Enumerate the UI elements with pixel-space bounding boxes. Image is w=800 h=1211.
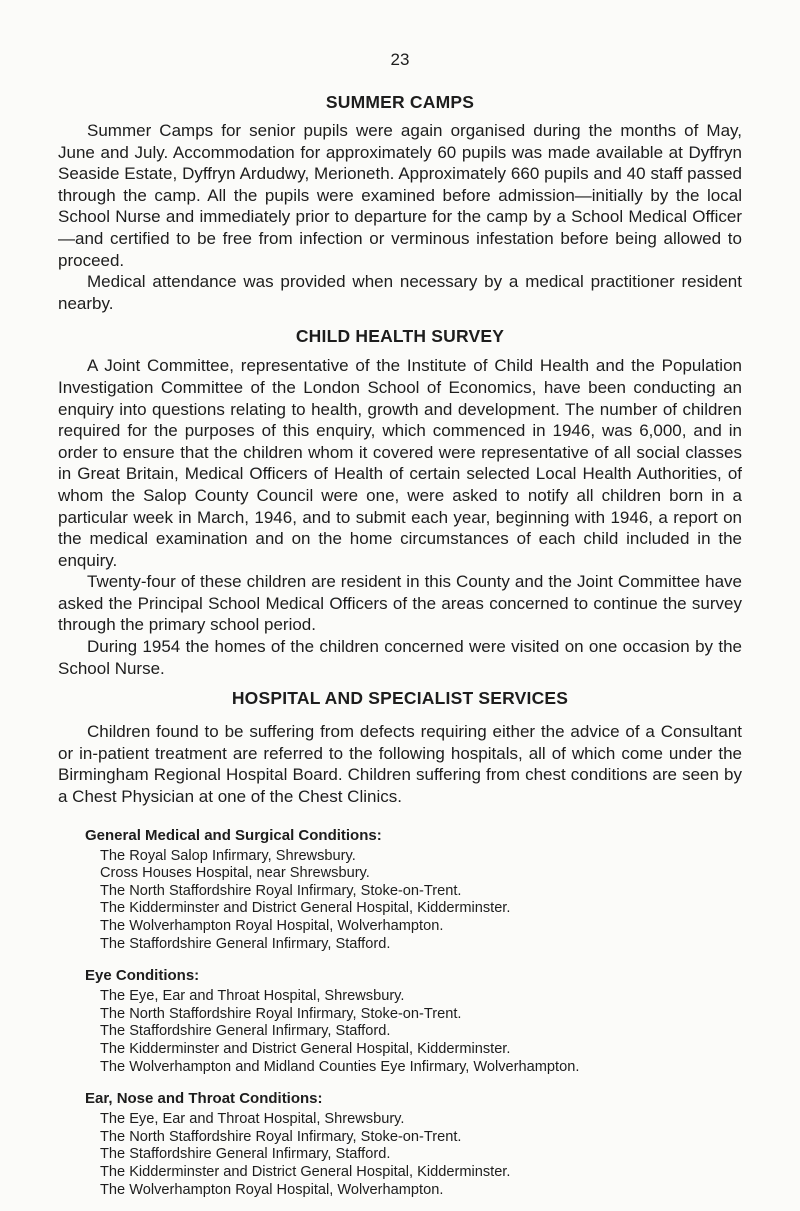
- hospital-lists: [58, 825, 742, 1200]
- section-title: Eye Conditions:: [85, 967, 200, 985]
- child-health-survey-paragraph: During 1954 the homes of the children concerned were visited on one occasion by the School Nurse.: [58, 637, 742, 678]
- hospital-services-heading: HOSPITAL AND SPECIALIST SERVICES: [231, 688, 569, 709]
- hospital-list: [85, 988, 742, 1076]
- hospital-list: [85, 848, 742, 954]
- hospital-list-item: The Wolverhampton Royal Hospital, Wolverhampton.: [100, 918, 444, 934]
- hospital-list-item: The Eye, Ear and Throat Hospital, Shrewsbury.: [100, 988, 405, 1005]
- summer-camps-paragraph: Medical attendance was provided when necessary by a medical practitioner resident nearby.: [58, 272, 742, 313]
- hospital-list-item: The Staffordshire General Infirmary, Stafford.: [100, 1146, 391, 1163]
- hospital-list-item: The Eye, Ear and Throat Hospital, Shrewsbury.: [100, 1111, 405, 1128]
- hospital-list-item: The Kidderminster and District General Hospital, Kidderminster.: [100, 1163, 511, 1180]
- hospital-list-item: The Staffordshire General Infirmary, Stafford.: [100, 935, 391, 952]
- hospital-list-item: The North Staffordshire Royal Infirmary, Stoke-on-Trent.: [100, 1005, 462, 1022]
- hospital-services-paragraph: Children found to be suffering from defects requiring either the advice of a Consultant or in-patient treatment are referred to the following hospitals, all of which come under the Birmingham Regional Hospital Board. Children suffering from chest conditions are seen by a Chest Physician at one of the Chest Clinics.: [58, 722, 742, 807]
- eye-conditions-section: [85, 965, 742, 1076]
- hospital-list-item: The Wolverhampton Royal Hospital, Wolverhampton.: [100, 1181, 444, 1198]
- page-number: 23: [390, 50, 410, 69]
- hospital-list-item: Cross Houses Hospital, near Shrewsbury.: [100, 865, 370, 882]
- child-health-survey-heading: CHILD HEALTH SURVEY: [295, 326, 505, 347]
- section-title: Ear, Nose and Throat Conditions:: [85, 1090, 323, 1108]
- general-medical-surgical-section: [85, 825, 742, 954]
- hospital-list-item: The Royal Salop Infirmary, Shrewsbury.: [100, 847, 356, 864]
- page-content: [58, 92, 742, 1211]
- hospital-list-item: The Kidderminster and District General Hospital, Kidderminster.: [100, 1040, 511, 1057]
- hospital-list-item: The North Staffordshire Royal Infirmary, Stoke-on-Trent.: [100, 882, 462, 899]
- ent-conditions-section: [85, 1088, 742, 1199]
- child-health-survey-paragraph: Twenty-four of these children are resident in this County and the Joint Committee have asked the Principal School Medical Officers of the areas concerned to continue the survey through the primary school period.: [58, 572, 742, 635]
- summer-camps-heading: SUMMER CAMPS: [325, 92, 475, 112]
- hospital-list-item: The Kidderminster and District General Hospital, Kidderminster.: [100, 900, 511, 917]
- section-title: General Medical and Surgical Conditions:: [85, 826, 382, 844]
- hospital-list-item: The Staffordshire General Infirmary, Stafford.: [100, 1023, 391, 1040]
- summer-camps-paragraph: Summer Camps for senior pupils were again organised during the months of May, June and July. Accommodation for approximately 60 pupils was made available at Dyffryn Seaside Estate, Dyffryn Ardudwy, Merioneth. Approximately 660 pupils and 40 staff passed through the camp. All the pupils were examined before admission—initially by the local School Nurse and immediately prior to departure for the camp by a School Medical Officer—and certified to be free from infection or verminous infestation before being allowed to proceed.: [58, 121, 742, 270]
- hospital-list-item: The North Staffordshire Royal Infirmary, Stoke-on-Trent.: [100, 1128, 462, 1145]
- hospital-list: [85, 1111, 742, 1199]
- hospital-list-item: The Wolverhampton and Midland Counties Eye Infirmary, Wolverhampton.: [100, 1058, 580, 1075]
- child-health-survey-paragraph: A Joint Committee, representative of the Institute of Child Health and the Population Investigation Committee of the London School of Economics, have been conducting an enquiry into questions relating to health, growth and development. The number of children required for the purposes of this enquiry, which commenced in 1946, was 6,000, and in order to ensure that the children whom it covered were representative of all social classes in Great Britain, Medical Officers of Health of certain selected Local Health Authorities, of whom the Salop County Council were one, were asked to notify all children born in a particular week in March, 1946, and to submit each year, beginning with 1946, a report on the medical examination and on the home circumstances of each child included in the enquiry.: [58, 356, 742, 570]
